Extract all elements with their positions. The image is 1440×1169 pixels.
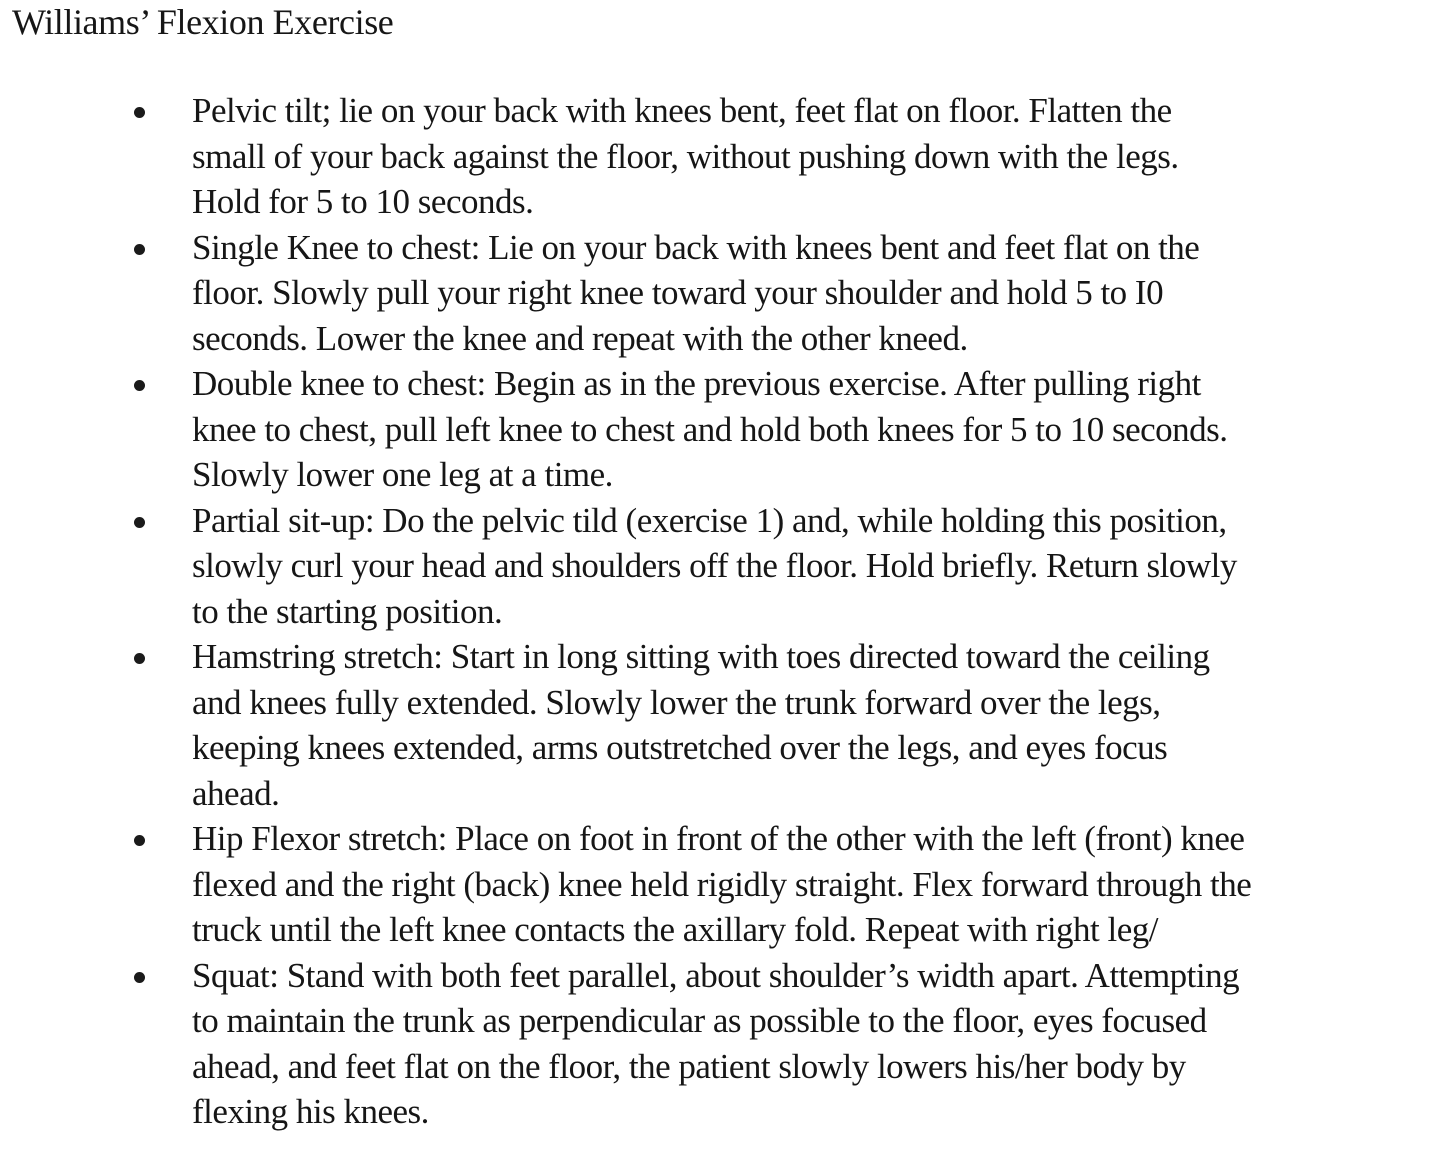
exercise-line: seconds. Lower the knee and repeat with the other kneed. — [192, 318, 968, 358]
exercise-line: to maintain the trunk as perpendicular as possible to the floor, eyes focused — [192, 1001, 1207, 1040]
exercise-line: floor. Slowly pull your right knee toward your shoulder and hold 5 to I0 — [192, 273, 1164, 312]
bullet-icon — [134, 653, 145, 664]
bullet-icon — [134, 107, 145, 118]
exercise-line: knee to chest, pull left knee to chest and hold both knees for 5 to 10 seconds. — [192, 409, 1228, 449]
document-title: Williams’ Flexion Exercise — [12, 2, 394, 42]
exercise-item-single-knee-to-chest — [0, 225, 1417, 362]
exercise-line: Slowly lower one leg at a time. — [192, 455, 613, 494]
exercise-item-hip-flexor-stretch — [0, 816, 1417, 953]
exercise-item-hamstring-stretch — [0, 634, 1417, 816]
exercise-line: Single Knee to chest: Lie on your back with knees bent and feet flat on the — [192, 227, 1200, 267]
exercise-line: Pelvic tilt; lie on your back with knees bent, feet flat on floor. Flatten the — [192, 91, 1172, 130]
bullet-icon — [134, 380, 145, 391]
exercise-line: slowly curl your head and shoulders off the floor. Hold briefly. Return slowly — [192, 546, 1237, 585]
exercise-line: keeping knees extended, arms outstretched over the legs, and eyes focus — [192, 728, 1168, 767]
exercise-line: Hip Flexor stretch: Place on foot in front of the other with the left (front) knee — [192, 819, 1245, 858]
exercise-line: small of your back against the floor, without pushing down with the legs. — [192, 136, 1179, 176]
exercise-line: truck until the left knee contacts the axillary fold. Repeat with right leg/ — [192, 910, 1158, 949]
bullet-icon — [134, 517, 145, 528]
exercise-item-squat — [0, 953, 1417, 1135]
bullet-icon — [134, 972, 145, 983]
exercise-line: Partial sit-up: Do the pelvic tild (exercise 1) and, while holding this position, — [192, 500, 1227, 540]
exercise-line: to the starting position. — [192, 591, 503, 631]
exercise-line: Double knee to chest: Begin as in the previous exercise. After pulling right — [192, 364, 1201, 403]
exercise-line: flexed and the right (back) knee held rigidly straight. Flex forward through the — [192, 864, 1252, 904]
exercise-line: and knees fully extended. Slowly lower the trunk forward over the legs, — [192, 682, 1161, 722]
exercise-item-pelvic-tilt — [0, 88, 1417, 225]
exercise-line: ahead, and feet flat on the floor, the patient slowly lowers his/her body by — [192, 1046, 1186, 1086]
exercise-item-partial-sit-up — [0, 498, 1417, 635]
exercise-line: ahead. — [192, 773, 280, 813]
exercise-line: Squat: Stand with both feet parallel, about shoulder’s width apart. Attempting — [192, 955, 1240, 995]
exercise-line: Hold for 5 to 10 seconds. — [192, 182, 534, 221]
exercise-line: flexing his knees. — [192, 1092, 429, 1131]
bullet-icon — [134, 244, 145, 255]
bullet-icon — [134, 835, 145, 846]
exercise-item-double-knee-to-chest — [0, 361, 1417, 498]
exercise-line: Hamstring stretch: Start in long sitting with toes directed toward the ceiling — [192, 637, 1210, 676]
exercise-list — [0, 88, 1440, 1135]
